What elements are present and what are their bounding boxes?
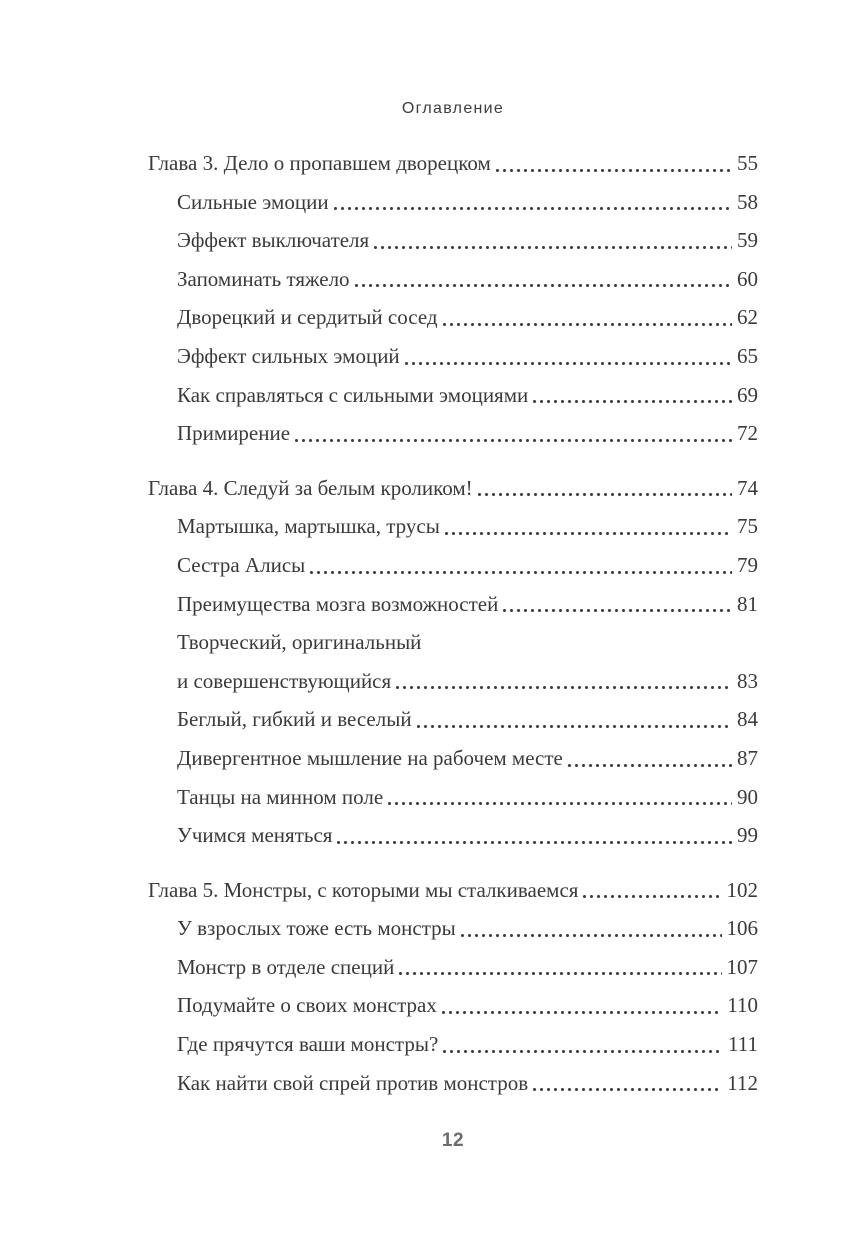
entry-page-number: 107 [726,954,758,979]
toc-entry-row [148,986,758,1025]
table-of-contents [148,144,758,1102]
dot-leader [417,725,732,728]
entry-title: Подумайте о своих монстрах [177,993,437,1018]
toc-entry-row [148,221,758,260]
toc-entry-row-continued [148,623,758,662]
toc-entry-row [148,816,758,855]
toc-entry-row [148,778,758,817]
toc-entry-row [148,662,758,701]
entry-page-number: 106 [726,916,758,941]
entry-page-number: 111 [728,1032,758,1057]
entry-page-number: 69 [737,382,758,407]
entry-title: Сильные эмоции [177,189,329,214]
dot-leader [334,207,732,210]
dot-leader [399,972,721,975]
toc-section [148,871,758,1103]
entry-page-number: 81 [737,591,758,616]
entry-page-number: 99 [737,823,758,848]
toc-chapter-row [148,144,758,183]
entry-title: Глава 5. Монстры, с которыми мы сталкиваемся [148,877,579,902]
entry-title: Сестра Алисы [177,552,306,577]
toc-section [148,469,758,855]
dot-leader [533,1088,722,1091]
toc-entry-row [148,546,758,585]
toc-entry-row [148,337,758,376]
entry-page-number: 84 [737,707,758,732]
entry-title: Беглый, гибкий и веселый [177,707,412,732]
entry-title: Как справляться с сильными эмоциями [177,382,529,407]
dot-leader [533,400,732,403]
dot-leader [443,1050,723,1053]
entry-title: Эффект выключателя [177,228,370,253]
dot-leader [295,439,732,442]
toc-entry-row [148,1064,758,1103]
entry-page-number: 60 [737,266,758,291]
entry-title: У взрослых тоже есть монстры [177,916,456,941]
entry-page-number: 110 [727,993,758,1018]
dot-leader [445,532,732,535]
entry-title: Примирение [177,421,291,446]
dot-leader [461,934,722,937]
entry-page-number: 62 [737,305,758,330]
entry-title: и совершенствующийся [177,668,392,693]
entry-title: Глава 4. Следуй за белым кроликом! [148,475,473,500]
entry-page-number: 112 [727,1070,758,1095]
toc-entry-row [148,414,758,453]
entry-title: Учимся меняться [177,823,333,848]
entry-page-number: 87 [737,745,758,770]
entry-page-number: 65 [737,343,758,368]
dot-leader [374,246,732,249]
entry-title: Танцы на минном поле [177,784,384,809]
entry-title: Мартышка, мартышка, трусы [177,514,440,539]
toc-entry-row [148,909,758,948]
toc-entry-row [148,948,758,987]
entry-page-number: 102 [726,877,758,902]
entry-title: Дворецкий и сердитый сосед [177,305,438,330]
entry-page-number: 58 [737,189,758,214]
dot-leader [388,802,732,805]
toc-chapter-row [148,871,758,910]
entry-page-number: 59 [737,228,758,253]
toc-entry-row [148,585,758,624]
entry-page-number: 72 [737,421,758,446]
dot-leader [478,493,732,496]
toc-entry-row [148,298,758,337]
entry-page-number: 74 [737,475,758,500]
entry-title: Дивергентное мышление на рабочем месте [177,745,563,770]
entry-page-number: 83 [737,668,758,693]
entry-title: Преимущества мозга возможностей [177,591,499,616]
entry-title: Глава 3. Дело о пропавшем дворецком [148,151,491,175]
entry-title: Монстр в отделе специй [177,954,395,979]
entry-title: Как найти свой спрей против монстров [177,1070,529,1095]
toc-entry-row [148,376,758,415]
dot-leader [396,686,732,689]
toc-entry-row [148,1025,758,1064]
toc-section [148,144,758,453]
dot-leader [568,764,732,767]
entry-page-number: 90 [737,784,758,809]
toc-chapter-row [148,469,758,508]
dot-leader [310,571,732,574]
toc-entry-row [148,260,758,299]
dot-leader [405,362,732,365]
entry-page-number: 55 [737,151,758,175]
entry-title: Запоминать тяжело [177,266,350,291]
toc-entry-row [148,507,758,546]
entry-page-number: 79 [737,552,758,577]
dot-leader [583,895,721,898]
dot-leader [442,1011,722,1014]
dot-leader [355,284,732,287]
dot-leader [496,169,732,172]
toc-entry-row [148,183,758,222]
entry-page-number: 75 [737,514,758,539]
toc-entry-row [148,739,758,778]
dot-leader [337,841,732,844]
toc-entry-row [148,700,758,739]
entry-title-line1: Творческий, оригинальный [177,630,422,655]
dot-leader [503,609,732,612]
dot-leader [443,323,732,326]
page-title: Оглавление [401,100,505,117]
page-number: 12 [441,1130,465,1151]
entry-title: Эффект сильных эмоций [177,343,400,368]
entry-title: Где прячутся ваши монстры? [177,1032,439,1057]
